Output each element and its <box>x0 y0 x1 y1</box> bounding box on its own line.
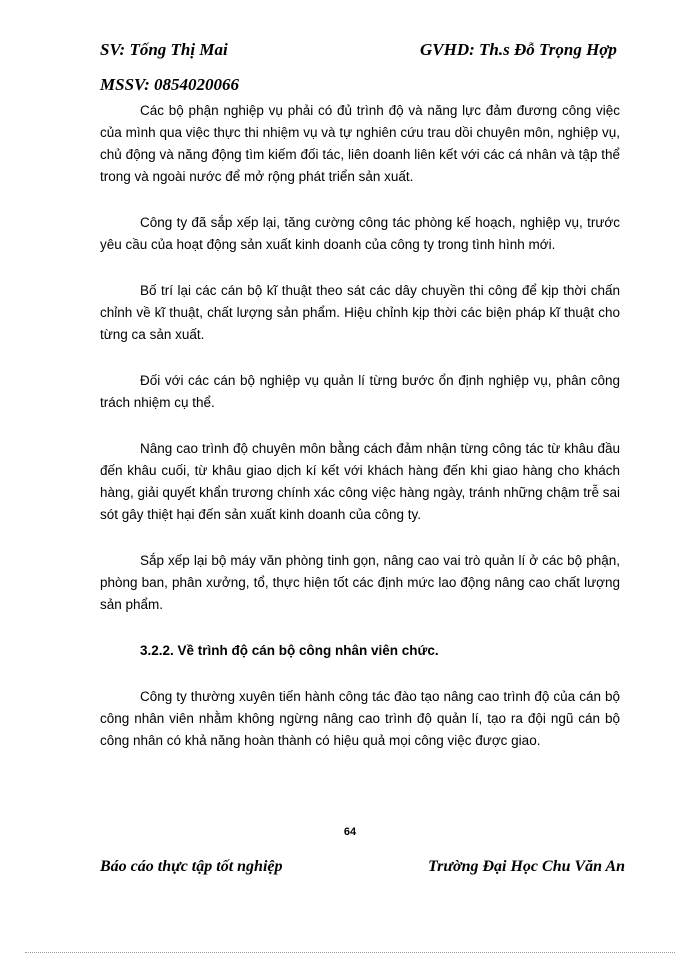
header-advisor: GVHD: Th.s Đỗ Trọng Hợp <box>420 40 617 59</box>
page-border-dotted <box>25 952 675 953</box>
footer-school-name: Trường Đại Học Chu Văn An <box>428 858 626 875</box>
paragraph-1: Các bộ phận nghiệp vụ phải có đủ trình độ và năng lực đảm đương công việc của mình qua việc thực thi nhiệm vụ và tự nghiên cứu trau dồi chuyên môn, nghiệp vụ, chủ động và năng động tìm kiếm đối tác, liên doanh liên kết với các cá nhân và tập thể trong và ngoài nước để mở rộng phát triển sản xuất. <box>100 103 620 184</box>
paragraph-6: Sắp xếp lại bộ máy văn phòng tinh gọn, nâng cao vai trò quản lí ở các bộ phận, phòng ban, phân xưởng, tổ, thực hiện tốt các định mức lao động nâng cao chất lượng sản phẩm. <box>100 553 620 612</box>
footer-report-title: Báo cáo thực tập tốt nghiệp <box>100 858 283 875</box>
section-heading: 3.2.2. Về trình độ cán bộ công nhân viên chức. <box>140 643 439 658</box>
paragraph-3: Bố trí lại các cán bộ kĩ thuật theo sát các dây chuyền thi công để kịp thời chấn chỉnh về kĩ thuật, chất lượng sản phẩm. Hiệu chỉnh kịp thời các biện pháp kĩ thuật cho từng ca sản xuất. <box>100 283 620 342</box>
header-student-id: MSSV: 0854020066 <box>100 75 240 94</box>
page-number: 64 <box>343 826 357 838</box>
paragraph-4: Đối với các cán bộ nghiệp vụ quản lí từng bước ổn định nghiệp vụ, phân công trách nhiệm cụ thể. <box>100 373 620 410</box>
document-body <box>100 100 620 776</box>
paragraph-2: Công ty đã sắp xếp lại, tăng cường công tác phòng kế hoạch, nghiệp vụ, trước yêu cầu của hoạt động sản xuất kinh doanh của công ty trong tình hình mới. <box>100 215 620 252</box>
section-paragraph: Công ty thường xuyên tiến hành công tác đào tạo nâng cao trình độ của cán bộ công nhân viên nhằm không ngừng nâng cao trình độ quản lí, tạo ra đội ngũ cán bộ công nhân có khả năng hoàn thành có hiệu quả mọi công việc được giao. <box>100 689 620 748</box>
header-student: SV: Tống Thị Mai <box>100 40 228 59</box>
paragraph-5: Nâng cao trình độ chuyên môn bằng cách đảm nhận từng công tác từ khâu đầu đến khâu cuối, từ khâu giao dịch kí kết với khách hàng đến khi giao hàng cho khách hàng, giải quyết khẩn trương chính xác công việc hàng ngày, tránh những chậm trễ sai sót gây thiệt hại đến sản xuất kinh doanh của công ty. <box>100 441 620 522</box>
